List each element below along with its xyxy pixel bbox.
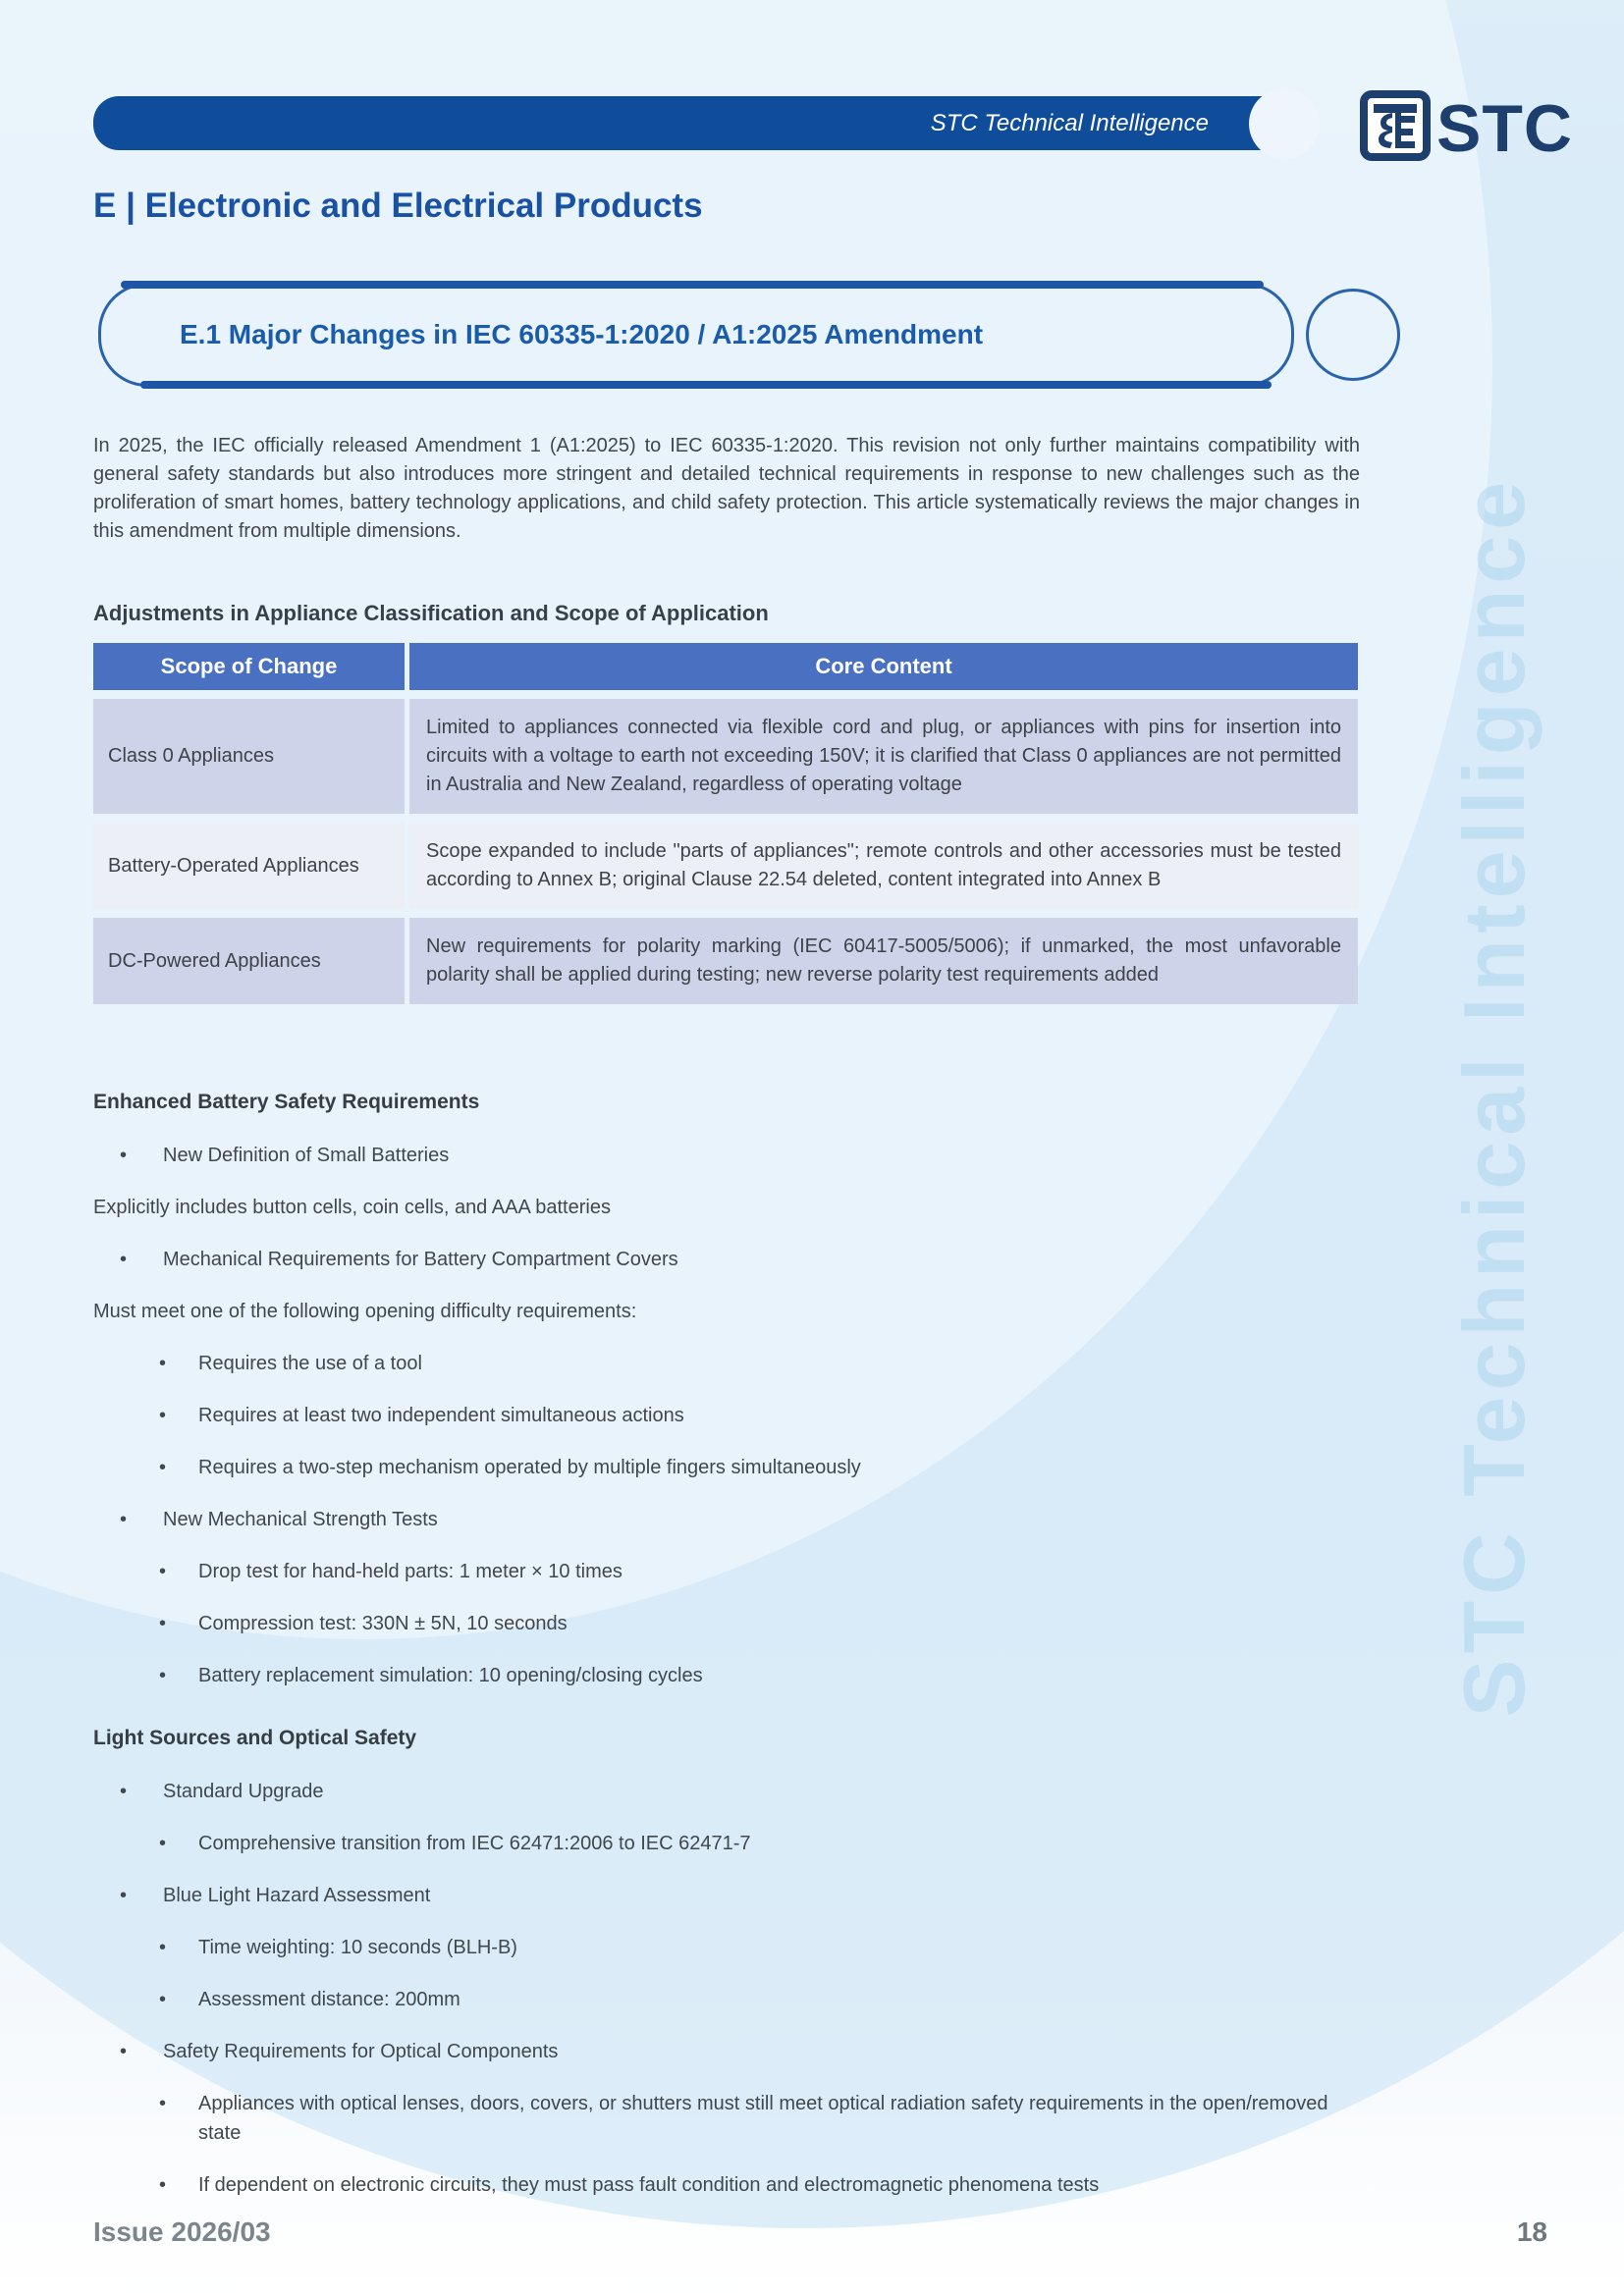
bullet-item: [93, 1777, 1362, 1806]
bullet-item: [93, 1245, 1362, 1274]
page-title: E | Electronic and Electrical Products: [93, 187, 703, 225]
bullet-text: Compression test: 330N ± 5N, 10 seconds: [198, 1613, 568, 1634]
bullet-dot: •: [159, 2093, 167, 2114]
bullet-text: Standard Upgrade: [163, 1781, 324, 1802]
bullet-dot: •: [120, 1145, 128, 1166]
sub-bullet-item: [93, 1401, 1362, 1430]
subsection-heading: Enhanced Battery Safety Requirements: [93, 1091, 480, 1113]
sub-bullet-item: [93, 1933, 1362, 1962]
column-header-scope: Scope of Change: [93, 643, 405, 690]
content-cell: Limited to appliances connected via flexible cord and plug, or appliances with pins for insertion into circuits with a voltage to earth not exceeding 150V; it is clarified that Class 0 appliances are not permitted in Australia and New Zealand, regardless of operating voltage: [409, 699, 1358, 814]
sub-bullet-item: [93, 1985, 1362, 2014]
scope-cell: Class 0 Appliances: [93, 699, 405, 814]
bullet-dot: •: [159, 1665, 167, 1686]
banner-notch-shape: [1249, 88, 1320, 159]
bullet-item: [93, 1141, 1362, 1170]
sub-bullet-item: [93, 1453, 1362, 1482]
bullet-text: Blue Light Hazard Assessment: [163, 1885, 431, 1906]
bullet-item: [93, 2037, 1362, 2066]
stc-seal-icon: [1360, 90, 1431, 166]
bullet-dot: •: [159, 1457, 167, 1478]
bullet-text: Requires at least two independent simultaneous actions: [198, 1405, 684, 1426]
banner-label: STC Technical Intelligence: [930, 110, 1209, 136]
bullet-text: If dependent on electronic circuits, they must pass fault condition and electromagnetic phenomena tests: [198, 2174, 1100, 2196]
footer-page-number: 18: [1516, 2216, 1547, 2247]
bullet-text: Appliances with optical lenses, doors, covers, or shutters must still meet optical radiation safety requirements in the open/removed state: [198, 2093, 1328, 2144]
section-banner-box: [98, 283, 1294, 387]
bullet-text: Time weighting: 10 seconds (BLH-B): [198, 1937, 517, 1958]
bullet-dot: •: [120, 2041, 128, 2062]
bullet-text: Requires a two-step mechanism operated by multiple fingers simultaneously: [198, 1457, 861, 1478]
table-header-row: [93, 643, 1358, 690]
section-title: E.1 Major Changes in IEC 60335-1:2020 / A1:2025 Amendment: [180, 319, 984, 349]
bullet-text: Assessment distance: 200mm: [198, 1989, 460, 2010]
bullet-text: Requires the use of a tool: [198, 1353, 422, 1374]
classification-table: [88, 634, 1363, 1013]
bullet-text: Safety Requirements for Optical Components: [163, 2041, 559, 2062]
bullet-dot: •: [159, 1989, 167, 2010]
bullet-text: Battery replacement simulation: 10 opening/closing cycles: [198, 1665, 703, 1686]
content-cell: Scope expanded to include "parts of appliances"; remote controls and other accessories must be tested according to Annex B; original Clause 22.54 deleted, content integrated into Annex B: [409, 823, 1358, 909]
bullet-dot: •: [159, 1405, 167, 1426]
section-circle-ornament: [1306, 289, 1400, 381]
bullet-item: [93, 1505, 1362, 1534]
bullet-dot: •: [159, 1561, 167, 1582]
bullet-text: New Definition of Small Batteries: [163, 1145, 450, 1166]
content-cell: New requirements for polarity marking (IEC 60417-5005/5006); if unmarked, the most unfavorable polarity shall be applied during testing; new reverse polarity test requirements added: [409, 918, 1358, 1004]
bullet-dot: •: [159, 2174, 167, 2196]
bullet-text: Comprehensive transition from IEC 62471:2006 to IEC 62471-7: [198, 1833, 751, 1854]
sub-bullet-item: [93, 2170, 1362, 2200]
bullet-dot: •: [120, 1885, 128, 1906]
bullet-dot: •: [120, 1781, 128, 1802]
column-header-content: Core Content: [409, 643, 1358, 690]
bullet-dot: •: [159, 1937, 167, 1958]
sub-bullet-item: [93, 1829, 1362, 1858]
scope-cell: DC-Powered Appliances: [93, 918, 405, 1004]
paragraph: Must meet one of the following opening difficulty requirements:: [93, 1301, 637, 1322]
content-blocks: [93, 1054, 1362, 2222]
bullet-text: Drop test for hand-held parts: 1 meter × 10 times: [198, 1561, 623, 1582]
scope-cell: Battery-Operated Appliances: [93, 823, 405, 909]
intro-paragraph: In 2025, the IEC officially released Amendment 1 (A1:2025) to IEC 60335-1:2020. This revision not only further maintains compatibility with general safety standards but also introduces more stringent and detailed technical requirements in response to new challenges such as the proliferation of smart homes, battery technology applications, and child safety protection. This article systematically reviews the major changes in this amendment from multiple dimensions.: [93, 435, 1360, 542]
sub-bullet-item: [93, 1609, 1362, 1638]
sub-bullet-item: [93, 1349, 1362, 1378]
stc-logo: [1360, 90, 1573, 166]
table-row: [93, 918, 1358, 1004]
sub-bullet-item: [93, 1557, 1362, 1586]
classification-heading: Adjustments in Appliance Classification and Scope of Application: [93, 601, 769, 625]
sub-bullet-item: [93, 1661, 1362, 1690]
sub-bullet-item: [93, 2089, 1362, 2148]
bullet-item: [93, 1881, 1362, 1910]
table-row: [93, 699, 1358, 814]
paragraph: Explicitly includes button cells, coin cells, and AAA batteries: [93, 1197, 611, 1218]
watermark-text: STC Technical Intelligence: [1445, 475, 1543, 1718]
bullet-dot: •: [120, 1509, 128, 1530]
bullet-dot: •: [159, 1353, 167, 1374]
bullet-dot: •: [159, 1613, 167, 1634]
stc-logo-text: STC: [1436, 90, 1573, 166]
bullet-dot: •: [120, 1249, 128, 1270]
bullet-text: Mechanical Requirements for Battery Compartment Covers: [163, 1249, 678, 1270]
bullet-dot: •: [159, 1833, 167, 1854]
top-banner: [93, 96, 1303, 150]
footer-issue-label: Issue 2026/03: [93, 2216, 271, 2247]
subsection-heading: Light Sources and Optical Safety: [93, 1727, 417, 1749]
bullet-text: New Mechanical Strength Tests: [163, 1509, 438, 1530]
table-row: [93, 823, 1358, 909]
